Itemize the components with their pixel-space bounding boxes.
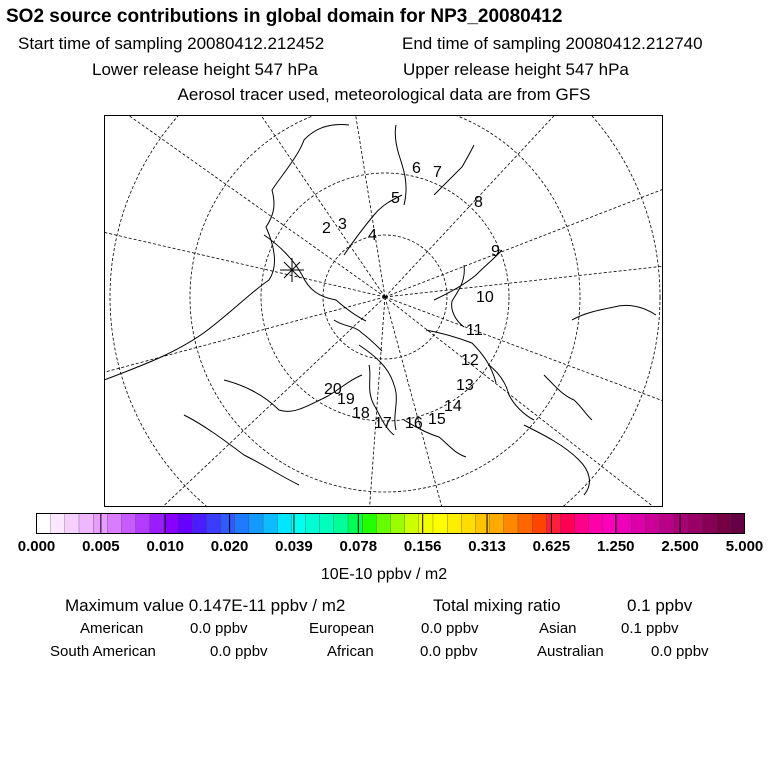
colorbar-cell bbox=[688, 514, 702, 534]
trajectory-label-9: 9 bbox=[491, 243, 500, 260]
colorbar-tick-label: 1.250 bbox=[596, 538, 635, 555]
trajectory-label-11: 11 bbox=[466, 322, 483, 339]
lower-height-text: Lower release height 547 hPa bbox=[92, 60, 318, 79]
trajectory-label-20: 20 bbox=[324, 381, 342, 398]
colorbar-cell bbox=[164, 514, 178, 534]
colorbar-cell bbox=[334, 514, 348, 534]
colorbar-cell bbox=[575, 514, 589, 534]
trajectory-label-14: 14 bbox=[444, 398, 462, 415]
colorbar-cell bbox=[65, 514, 79, 534]
region-american-value: 0.0 ppbv bbox=[190, 620, 248, 637]
colorbar-cell bbox=[660, 514, 674, 534]
colorbar-cell bbox=[362, 514, 376, 534]
region-european-value: 0.0 ppbv bbox=[421, 620, 479, 637]
colorbar-cell bbox=[702, 514, 716, 534]
total-mixing-label: Total mixing ratio bbox=[433, 596, 561, 615]
trajectory-label-13: 13 bbox=[456, 377, 474, 394]
colorbar-cell bbox=[645, 514, 659, 534]
colorbar-cell bbox=[504, 514, 518, 534]
colorbar-cell bbox=[447, 514, 461, 534]
region-south-american-label: South American bbox=[50, 643, 156, 660]
trajectory-label-8: 8 bbox=[474, 194, 483, 211]
colorbar-cell bbox=[178, 514, 192, 534]
total-mixing-value: 0.1 ppbv bbox=[627, 596, 693, 615]
colorbar-cell bbox=[617, 514, 631, 534]
tracer-note: Aerosol tracer used, meteorological data are from GFS bbox=[177, 85, 591, 104]
colorbar-tick-label: 0.625 bbox=[532, 538, 571, 555]
end-time-text: End time of sampling 20080412.212740 bbox=[402, 34, 703, 53]
colorbar-cell bbox=[475, 514, 489, 534]
trajectory-label-15: 15 bbox=[428, 411, 446, 428]
colorbar-cell bbox=[306, 514, 320, 534]
colorbar-cell bbox=[603, 514, 617, 534]
colorbar-tick-label: 5.000 bbox=[725, 538, 764, 555]
colorbar-cell bbox=[107, 514, 121, 534]
trajectory-label-7: 7 bbox=[433, 164, 442, 181]
trajectory-label-5: 5 bbox=[391, 190, 400, 207]
region-american-label: American bbox=[80, 620, 144, 637]
colorbar-cell bbox=[206, 514, 220, 534]
trajectory-label-12: 12 bbox=[461, 352, 479, 369]
region-australian-value: 0.0 ppbv bbox=[651, 643, 709, 660]
region-australian-label: Australian bbox=[537, 643, 604, 660]
region-asian-value: 0.1 ppbv bbox=[621, 620, 679, 637]
colorbar-cell bbox=[490, 514, 504, 534]
trajectory-label-6: 6 bbox=[412, 160, 421, 177]
trajectory-label-18: 18 bbox=[352, 405, 370, 422]
colorbar-cell bbox=[277, 514, 291, 534]
colorbar-cell bbox=[589, 514, 603, 534]
colorbar-tick-label: 2.500 bbox=[661, 538, 699, 555]
colorbar-cell bbox=[546, 514, 560, 534]
colorbar-tick-label: 0.005 bbox=[82, 538, 120, 555]
start-time-text: Start time of sampling 20080412.212452 bbox=[18, 34, 325, 53]
trajectory-label-19: 19 bbox=[337, 391, 355, 408]
region-african-value: 0.0 ppbv bbox=[420, 643, 478, 660]
colorbar-cell bbox=[37, 514, 51, 534]
trajectory-label-16: 16 bbox=[405, 415, 423, 432]
colorbar-cell bbox=[51, 514, 65, 534]
colorbar-cell bbox=[121, 514, 135, 534]
trajectory-label-3: 3 bbox=[338, 216, 347, 233]
colorbar-cell bbox=[249, 514, 263, 534]
colorbar-cell bbox=[150, 514, 164, 534]
colorbar-cell bbox=[674, 514, 688, 534]
colorbar-cell bbox=[730, 514, 744, 534]
colorbar-cell bbox=[192, 514, 206, 534]
colorbar-tick-label: 0.020 bbox=[210, 538, 249, 555]
colorbar-cell bbox=[433, 514, 447, 534]
region-european-label: European bbox=[309, 620, 375, 637]
trajectory-label-2: 2 bbox=[322, 220, 331, 237]
colorbar-cell bbox=[631, 514, 645, 534]
region-african-label: African bbox=[327, 643, 374, 660]
colorbar-cell bbox=[348, 514, 362, 534]
colorbar-cell bbox=[532, 514, 546, 534]
max-value-text: Maximum value 0.147E-11 ppbv / m2 bbox=[65, 596, 346, 615]
colorbar-cell bbox=[419, 514, 433, 534]
trajectory-label-4: 4 bbox=[368, 227, 377, 244]
colorbar-cell bbox=[136, 514, 150, 534]
page-title: SO2 source contributions in global domain for NP3_20080412 bbox=[6, 6, 563, 27]
polar-map bbox=[104, 115, 663, 507]
colorbar-cell bbox=[79, 514, 93, 534]
trajectory-label-10: 10 bbox=[476, 289, 494, 306]
colorbar-units: 10E-10 ppbv / m2 bbox=[320, 566, 448, 583]
colorbar-cell bbox=[263, 514, 277, 534]
colorbar-cell bbox=[235, 514, 249, 534]
colorbar-cell bbox=[461, 514, 475, 534]
colorbar-cell bbox=[320, 514, 334, 534]
colorbar-tick-label: 0.039 bbox=[275, 538, 313, 555]
colorbar-cell bbox=[560, 514, 574, 534]
colorbar-tick-label: 0.313 bbox=[468, 538, 506, 555]
colorbar-cell bbox=[405, 514, 419, 534]
colorbar-tick-label: 0.156 bbox=[403, 538, 442, 555]
colorbar-tick-label: 0.010 bbox=[146, 538, 184, 555]
colorbar-cell bbox=[391, 514, 405, 534]
colorbar bbox=[36, 513, 746, 535]
colorbar-cell bbox=[716, 514, 730, 534]
colorbar-cell bbox=[221, 514, 235, 534]
region-south-american-value: 0.0 ppbv bbox=[210, 643, 268, 660]
colorbar-cell bbox=[518, 514, 532, 534]
upper-height-text: Upper release height 547 hPa bbox=[403, 60, 629, 79]
trajectory-label-17: 17 bbox=[374, 415, 392, 432]
map-frame bbox=[105, 116, 663, 507]
region-asian-label: Asian bbox=[539, 620, 577, 637]
colorbar-cell bbox=[376, 514, 390, 534]
colorbar-tick-label: 0.078 bbox=[339, 538, 378, 555]
colorbar-tick-label: 0.000 bbox=[17, 538, 56, 555]
